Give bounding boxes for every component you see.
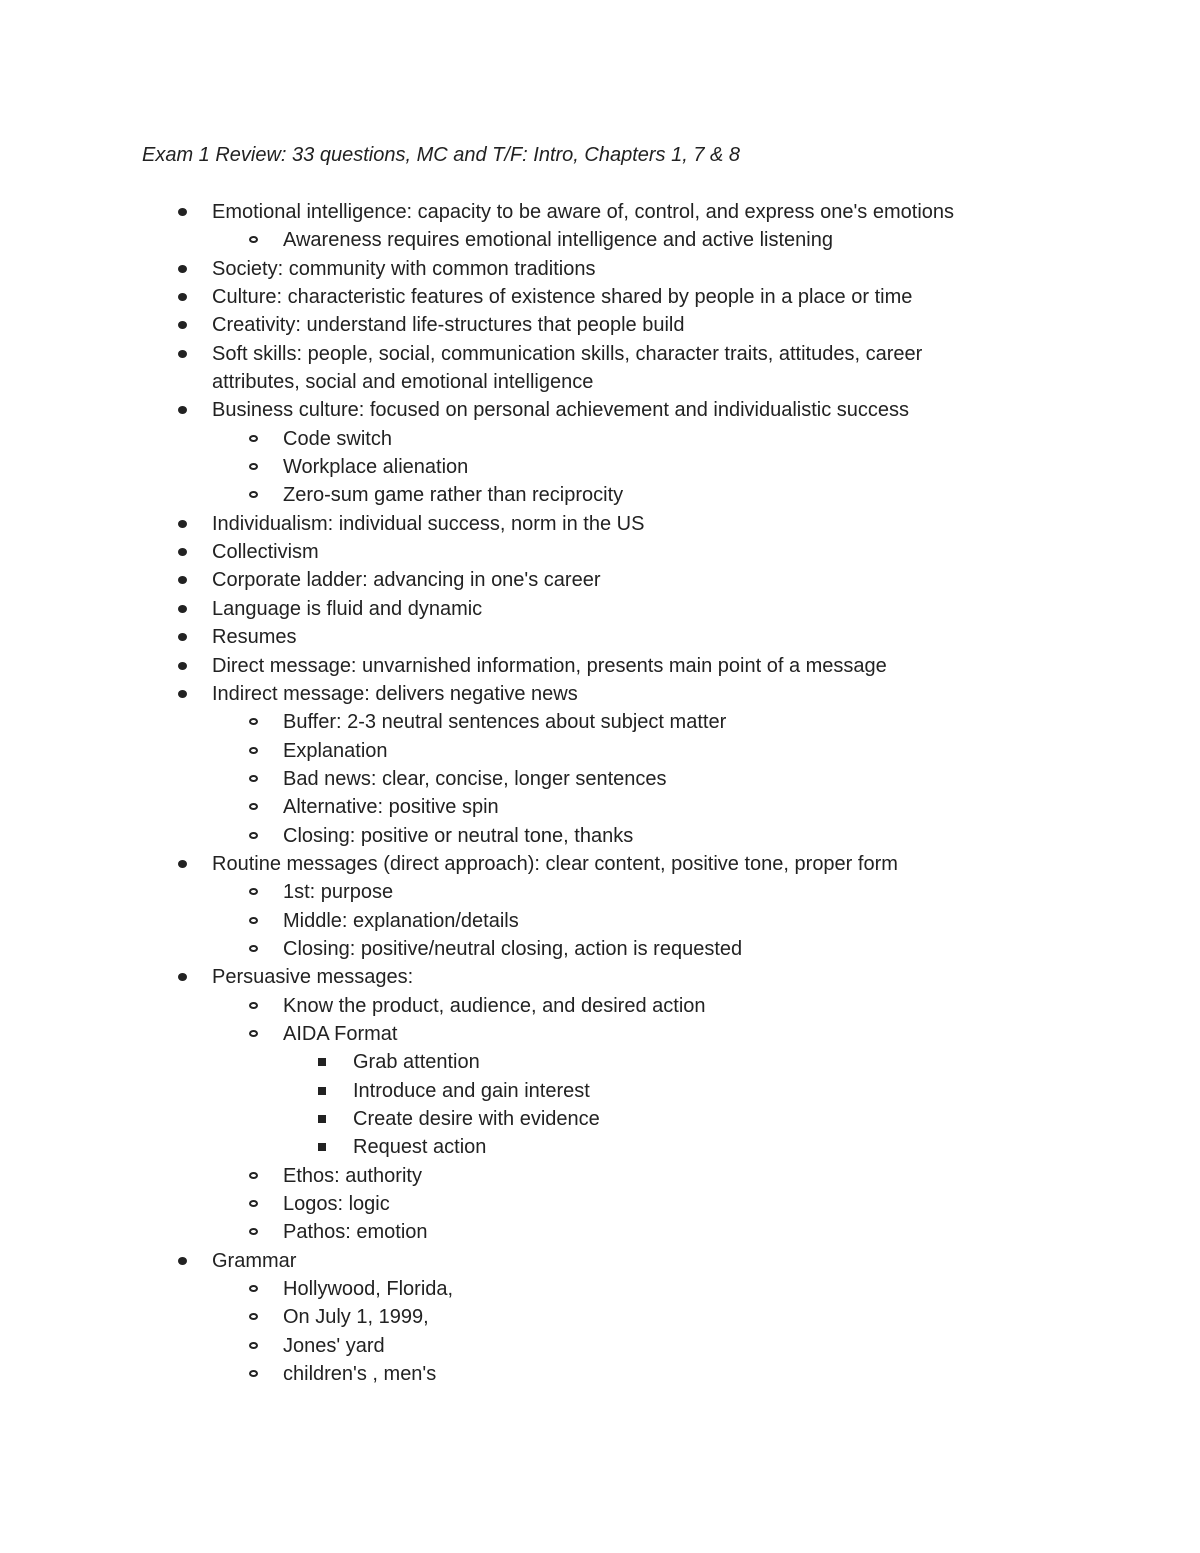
list-item	[0, 510, 1200, 538]
hollow-circle-bullet-icon	[249, 1342, 258, 1349]
list-item	[0, 283, 1200, 311]
hollow-circle-bullet-icon	[249, 1228, 258, 1235]
list-item	[0, 481, 1200, 509]
hollow-circle-bullet-icon	[249, 775, 258, 782]
list-item	[0, 425, 1200, 453]
hollow-circle-bullet-icon	[249, 832, 258, 839]
hollow-circle-bullet-icon	[249, 917, 258, 924]
list-item-text: Culture: characteristic features of existence shared by people in a place or time	[212, 286, 913, 309]
list-item-text: Zero-sum game rather than reciprocity	[283, 484, 624, 507]
filled-circle-bullet-icon	[178, 576, 187, 584]
list-item	[0, 992, 1200, 1020]
list-item	[0, 1020, 1200, 1048]
notes-list	[0, 198, 1200, 1388]
filled-circle-bullet-icon	[178, 208, 187, 216]
list-item-text: Closing: positive/neutral closing, action is requested	[283, 937, 743, 960]
list-item-text: Create desire with evidence	[353, 1108, 600, 1130]
filled-circle-bullet-icon	[178, 690, 187, 698]
list-item-text: Hollywood, Florida,	[283, 1278, 454, 1301]
filled-circle-bullet-icon	[178, 662, 187, 670]
square-bullet-icon	[318, 1115, 326, 1123]
list-item	[0, 1247, 1200, 1275]
list-item	[0, 935, 1200, 963]
list-item-text: Grammar	[212, 1249, 297, 1272]
list-item	[0, 311, 1200, 339]
list-item-text: Awareness requires emotional intelligence and active listening	[283, 229, 833, 252]
list-item	[0, 453, 1200, 481]
hollow-circle-bullet-icon	[249, 1030, 258, 1037]
filled-circle-bullet-icon	[178, 860, 187, 868]
list-item	[0, 1077, 1200, 1105]
square-bullet-icon	[318, 1087, 326, 1095]
hollow-circle-bullet-icon	[249, 1200, 258, 1207]
list-item-text: Persuasive messages:	[212, 966, 414, 989]
list-item	[0, 737, 1200, 765]
list-item-text: Know the product, audience, and desired action	[283, 994, 706, 1017]
list-item	[0, 595, 1200, 623]
list-item	[0, 566, 1200, 594]
filled-circle-bullet-icon	[178, 973, 187, 981]
list-item-text: Logos: logic	[283, 1193, 390, 1216]
hollow-circle-bullet-icon	[249, 1313, 258, 1320]
list-item-text: Resumes	[212, 626, 297, 649]
list-item	[0, 1303, 1200, 1331]
list-item	[0, 963, 1200, 991]
list-item-text: Bad news: clear, concise, longer sentences	[283, 767, 667, 790]
list-item	[0, 1218, 1200, 1246]
hollow-circle-bullet-icon	[249, 1285, 258, 1292]
list-item-text: Individualism: individual success, norm in the US	[212, 512, 645, 535]
hollow-circle-bullet-icon	[249, 435, 258, 442]
list-item	[0, 198, 1200, 226]
list-item-text: Creativity: understand life-structures that people build	[212, 314, 685, 337]
list-item-text: Emotional intelligence: capacity to be aware of, control, and express one's emotions	[212, 201, 955, 223]
list-item-text: Language is fluid and dynamic	[212, 597, 483, 620]
list-item	[0, 708, 1200, 736]
filled-circle-bullet-icon	[178, 321, 187, 329]
list-item	[0, 822, 1200, 850]
list-item	[0, 1275, 1200, 1303]
list-item-text: Collectivism	[212, 541, 319, 564]
list-item	[0, 1105, 1200, 1133]
square-bullet-icon	[318, 1143, 326, 1151]
list-item-text: Society: community with common traditions	[212, 257, 596, 280]
hollow-circle-bullet-icon	[249, 491, 258, 498]
list-item-text: Buffer: 2-3 neutral sentences about subject matter	[283, 711, 727, 734]
list-item	[0, 680, 1200, 708]
list-item-text: Routine messages (direct approach): clear content, positive tone, proper form	[212, 852, 898, 875]
list-item-text: Explanation	[283, 739, 388, 762]
list-item	[0, 1133, 1200, 1161]
filled-circle-bullet-icon	[178, 406, 187, 414]
list-item	[0, 623, 1200, 651]
list-item-text: Grab attention	[353, 1051, 480, 1074]
list-item	[0, 1048, 1200, 1076]
list-item	[0, 368, 1200, 396]
filled-circle-bullet-icon	[178, 350, 187, 358]
list-item	[0, 226, 1200, 254]
square-bullet-icon	[318, 1058, 326, 1066]
list-item	[0, 793, 1200, 821]
list-item	[0, 1360, 1200, 1388]
filled-circle-bullet-icon	[178, 605, 187, 613]
hollow-circle-bullet-icon	[249, 803, 258, 810]
list-item-text: Request action	[353, 1136, 487, 1159]
filled-circle-bullet-icon	[178, 633, 187, 641]
hollow-circle-bullet-icon	[249, 747, 258, 754]
hollow-circle-bullet-icon	[249, 718, 258, 725]
filled-circle-bullet-icon	[178, 265, 187, 273]
list-item	[0, 878, 1200, 906]
list-item-text: Closing: positive or neutral tone, thanks	[283, 824, 634, 847]
list-item-text: AIDA Format	[283, 1022, 398, 1045]
list-item-text: Code switch	[283, 427, 392, 450]
list-item-text: Middle: explanation/details	[283, 909, 519, 932]
list-item-text: Corporate ladder: advancing in one's career	[212, 569, 601, 592]
list-item	[0, 538, 1200, 566]
list-item	[0, 850, 1200, 878]
list-item	[0, 652, 1200, 680]
list-item-text: children's , men's	[283, 1363, 437, 1386]
hollow-circle-bullet-icon	[249, 463, 258, 470]
list-item	[0, 907, 1200, 935]
list-item-text: attributes, social and emotional intelligence	[212, 371, 594, 394]
filled-circle-bullet-icon	[178, 293, 187, 301]
list-item-text: Ethos: authority	[283, 1164, 422, 1187]
hollow-circle-bullet-icon	[249, 1172, 258, 1179]
list-item-text: Alternative: positive spin	[283, 796, 499, 819]
list-item-text: 1st: purpose	[283, 881, 394, 904]
hollow-circle-bullet-icon	[249, 1370, 258, 1377]
list-item	[0, 255, 1200, 283]
list-item-text: Direct message: unvarnished information, presents main point of a message	[212, 654, 887, 677]
list-item-text: On July 1, 1999,	[283, 1306, 429, 1329]
hollow-circle-bullet-icon	[249, 888, 258, 895]
hollow-circle-bullet-icon	[249, 1002, 258, 1009]
list-item	[0, 765, 1200, 793]
list-item-text: Business culture: focused on personal achievement and individualistic success	[212, 399, 910, 422]
hollow-circle-bullet-icon	[249, 236, 258, 243]
list-item	[0, 340, 1200, 368]
list-item-text: Workplace alienation	[283, 456, 469, 479]
list-item	[0, 396, 1200, 424]
list-item	[0, 1162, 1200, 1190]
list-item-text: Jones' yard	[283, 1334, 385, 1357]
list-item-text: Introduce and gain interest	[353, 1079, 590, 1102]
filled-circle-bullet-icon	[178, 1257, 187, 1265]
filled-circle-bullet-icon	[178, 520, 187, 528]
filled-circle-bullet-icon	[178, 548, 187, 556]
list-item	[0, 1332, 1200, 1360]
hollow-circle-bullet-icon	[249, 945, 258, 952]
list-item-text: Soft skills: people, social, communication skills, character traits, attitudes, career	[212, 342, 923, 365]
list-item-text: Indirect message: delivers negative news	[212, 682, 578, 705]
list-item-text: Pathos: emotion	[283, 1221, 428, 1244]
list-item	[0, 1190, 1200, 1218]
page-title: Exam 1 Review: 33 questions, MC and T/F: Intro, Chapters 1, 7 & 8	[142, 144, 741, 166]
